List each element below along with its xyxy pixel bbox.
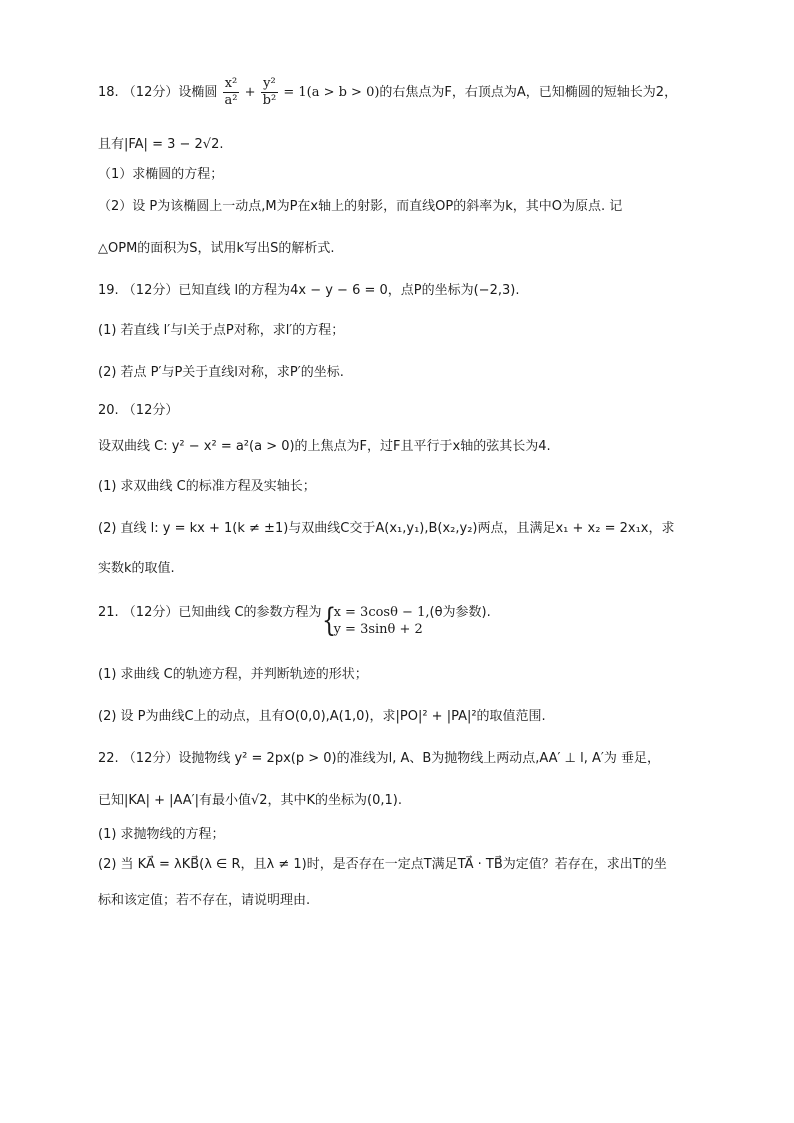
q22-stem: 22. （12分）设抛物线 y² = 2px(p > 0)的准线为l, A、B为抛物线上两动点,AA′ ⊥ l, A′为 垂足，: [98, 751, 660, 766]
q21-part2: (2) 设 P为曲线C上的动点，且有O(0,0),A(1,0)，求|PO|² + |PA|²的取值范围.: [98, 709, 546, 724]
q18-part2: （2）设 P为该椭圆上一动点,M为P在x轴上的射影，而直线OP的斜率为k，其中O为原点. 记: [98, 199, 623, 214]
brace-icon: {: [321, 601, 336, 639]
ellipse-frac-y: $\frac{\text{y²}}{\text{b²}}$: [262, 76, 277, 108]
q22-line2: 已知|KA| + |AA′|有最小值√2，其中K的坐标为(0,1).: [98, 793, 402, 808]
q22-part2-cont: 标和该定值；若不存在，请说明理由.: [98, 893, 311, 908]
q20-line1: 设双曲线 C: y² − x² = a²(a > 0)的上焦点为F，过F且平行于x轴的弦其长为4.: [98, 439, 551, 454]
q18-suffix: 的右焦点为F，右顶点为A，已知椭圆的短轴长为2，: [379, 85, 678, 100]
q20-part2: (2) 直线 l: y = kx + 1(k ≠ ±1)与双曲线C交于A(x₁,y₁),B(x₂,y₂)两点，且满足x₁ + x₂ = 2x₁x，求: [98, 521, 675, 536]
q22-part1: (1) 求抛物线的方程；: [98, 827, 225, 842]
q22-part2: (2) 当 KA⃗ = λKB⃗(λ ∈ R，且λ ≠ 1)时，是否存在一定点T满足TA⃗ · TB⃗为定值？若存在，求出T的坐: [98, 857, 667, 872]
q21-stem: 21. （12分）已知曲线 C的参数方程为 { x = 3cosθ − 1, y = 3sinθ + 2 (θ为参数).: [98, 601, 491, 639]
parametric-system: { x = 3cosθ − 1, y = 3sinθ + 2: [321, 601, 430, 639]
q19-part1: (1) 若直线 l′与l关于点P对称，求l′的方程；: [98, 323, 345, 338]
q19-part2: (2) 若点 P′与P关于直线l对称，求P′的坐标.: [98, 365, 344, 380]
q21-part1: (1) 求曲线 C的轨迹方程，并判断轨迹的形状；: [98, 667, 368, 682]
q18-part1: （1）求椭圆的方程；: [98, 167, 224, 182]
ellipse-frac-x: $\frac{\text{x²}}{\text{a²}}$: [224, 76, 238, 108]
q19-stem: 19. （12分）已知直线 l的方程为4x − y − 6 = 0，点P的坐标为(−2,3).: [98, 283, 520, 298]
q18-condition: 且有|FA| = 3 − 2√2.: [98, 137, 224, 152]
q18-part2-cont: △OPM的面积为S，试用k写出S的解析式.: [98, 241, 335, 256]
q20-part1: (1) 求双曲线 C的标准方程及实轴长；: [98, 479, 316, 494]
q20-part2-cont: 实数k的取值.: [98, 561, 175, 576]
q18-prefix: 18. （12分）设椭圆: [98, 85, 218, 100]
q18-stem: 18. （12分）设椭圆 $\frac{\text{x²}}{\text{a²}}$ + $\frac{\text{y²}}{\text{b²}}$ = 1(a > b > 0)的右焦点为F，右顶点为A，已知椭圆的短轴长为2，: [98, 76, 678, 108]
q20-stem: 20. （12分）: [98, 403, 179, 418]
